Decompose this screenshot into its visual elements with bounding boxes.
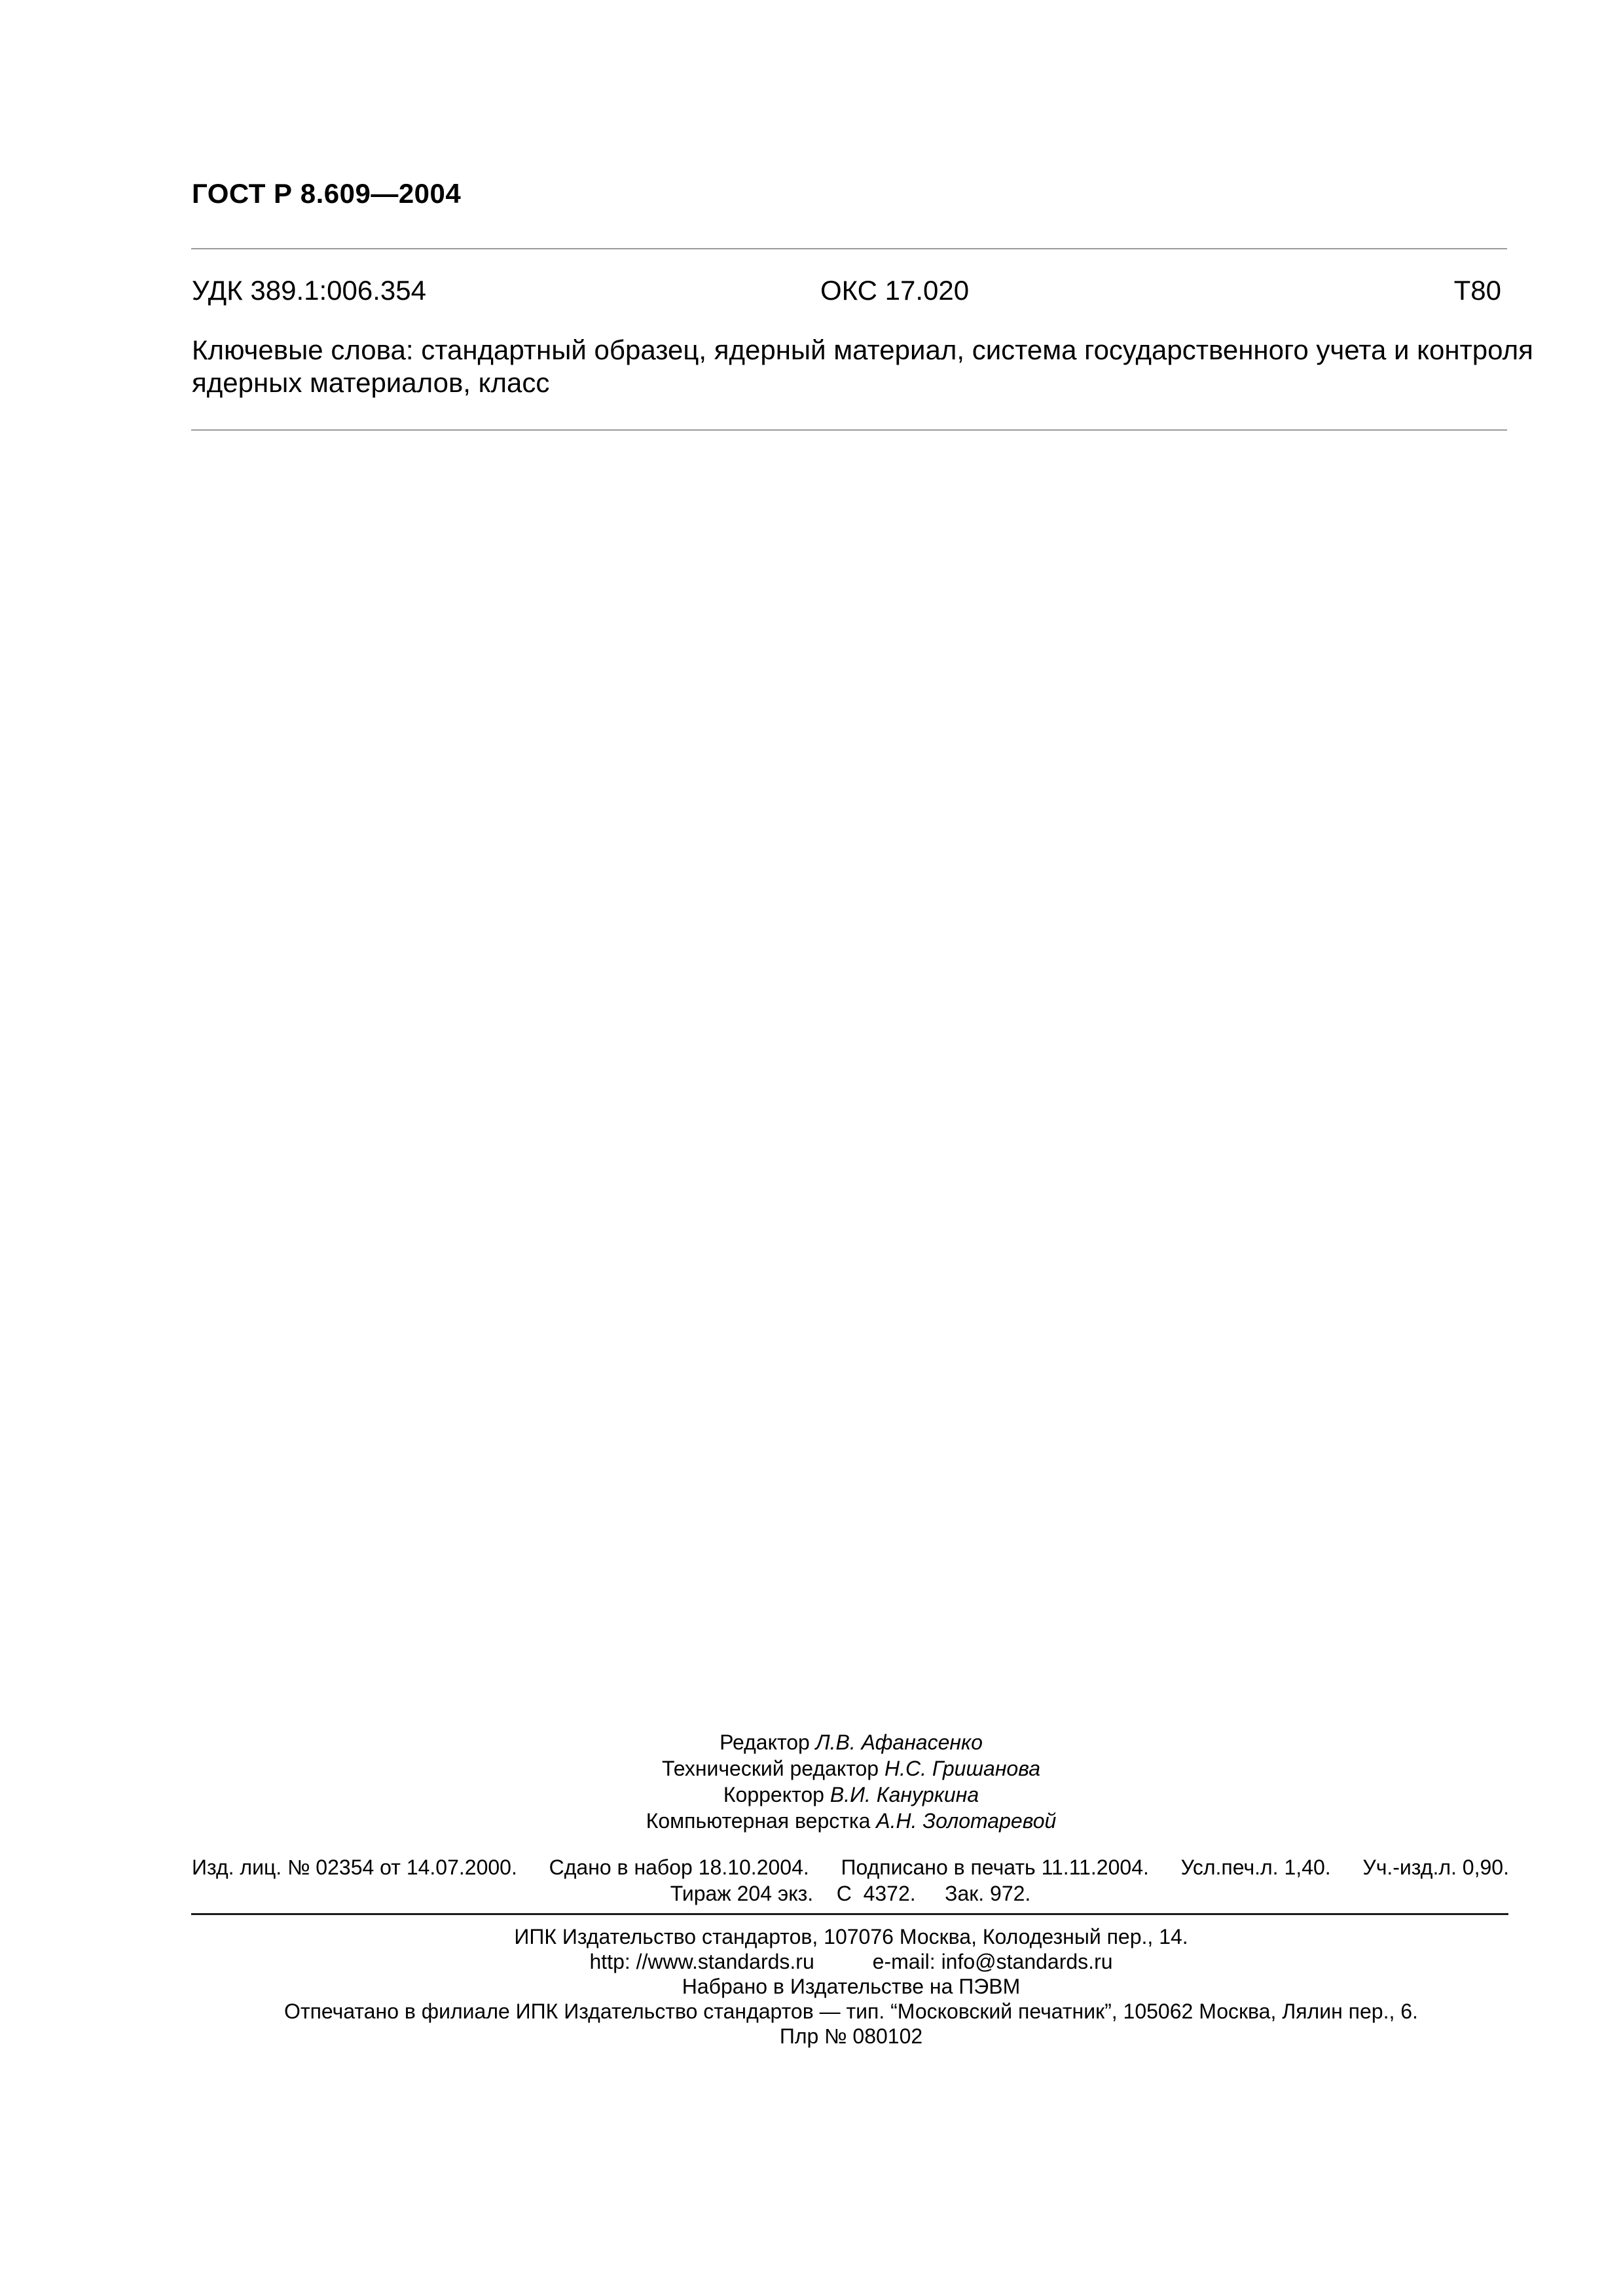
- print-sheets: Усл.печ.л. 1,40.: [1180, 1856, 1331, 1879]
- circulation-info: Тираж 204 экз. С 4372. Зак. 972.: [670, 1882, 1031, 1905]
- publication-line-1: [192, 1854, 1509, 1880]
- credit-corrector-label: Корректор: [723, 1783, 824, 1806]
- publisher-address: ИПК Издательство стандартов, 107076 Москва, Колодезный пер., 14.: [514, 1925, 1188, 1948]
- credit-editor: [0, 1729, 1623, 1755]
- web-email: http: //www.standards.ru e-mail: info@standards.ru: [589, 1950, 1113, 1973]
- oks-code: ОКС 17.020: [820, 275, 970, 306]
- printed-location: Отпечатано в филиале ИПК Издательство стандартов — тип. “Московский печатник”, 105062 Москва, Лялин пер., 6.: [284, 2000, 1418, 2023]
- typeset-date: Сдано в набор 18.10.2004.: [549, 1856, 809, 1879]
- credit-corrector-name: В.И. Кануркина: [830, 1783, 979, 1806]
- credit-editor-label: Редактор: [720, 1731, 810, 1754]
- group-code: Т80: [1453, 275, 1501, 306]
- plr-number: Плр № 080102: [779, 2024, 923, 2048]
- typeset-location: Набрано в Издательстве на ПЭВМ: [682, 1975, 1021, 1998]
- classification-row: [192, 275, 1501, 312]
- printer-block: [0, 1924, 1623, 2049]
- credit-layout-label: Компьютерная верстка: [646, 1809, 871, 1833]
- document-code: ГОСТ Р 8.609—2004: [192, 178, 462, 209]
- publication-info: [192, 1854, 1509, 1907]
- credit-tech-editor: [0, 1755, 1623, 1782]
- credit-corrector: [0, 1782, 1623, 1808]
- credit-layout-name: А.Н. Золотаревой: [876, 1809, 1057, 1833]
- keywords-block: [192, 334, 1533, 399]
- credits-block: [0, 1729, 1623, 1834]
- credit-editor-name: Л.В. Афанасенко: [815, 1731, 983, 1754]
- signed-date: Подписано в печать 11.11.2004.: [841, 1856, 1149, 1879]
- imprint-divider: [191, 1913, 1508, 1915]
- udk-code: УДК 389.1:006.354: [192, 275, 426, 306]
- pub-sheets: Уч.-изд.л. 0,90.: [1362, 1856, 1509, 1879]
- keywords-line-1: Ключевые слова: стандартный образец, ядерный материал, система государственного учета и контроля: [192, 334, 1533, 365]
- license-info: Изд. лиц. № 02354 от 14.07.2000.: [192, 1856, 517, 1879]
- keywords-divider: [191, 429, 1507, 431]
- credit-tech-editor-name: Н.С. Гришанова: [884, 1757, 1041, 1780]
- credit-tech-editor-label: Технический редактор: [661, 1757, 879, 1780]
- credit-layout: [0, 1808, 1623, 1834]
- header-divider: [191, 248, 1507, 249]
- keywords-line-2: ядерных материалов, класс: [192, 367, 550, 398]
